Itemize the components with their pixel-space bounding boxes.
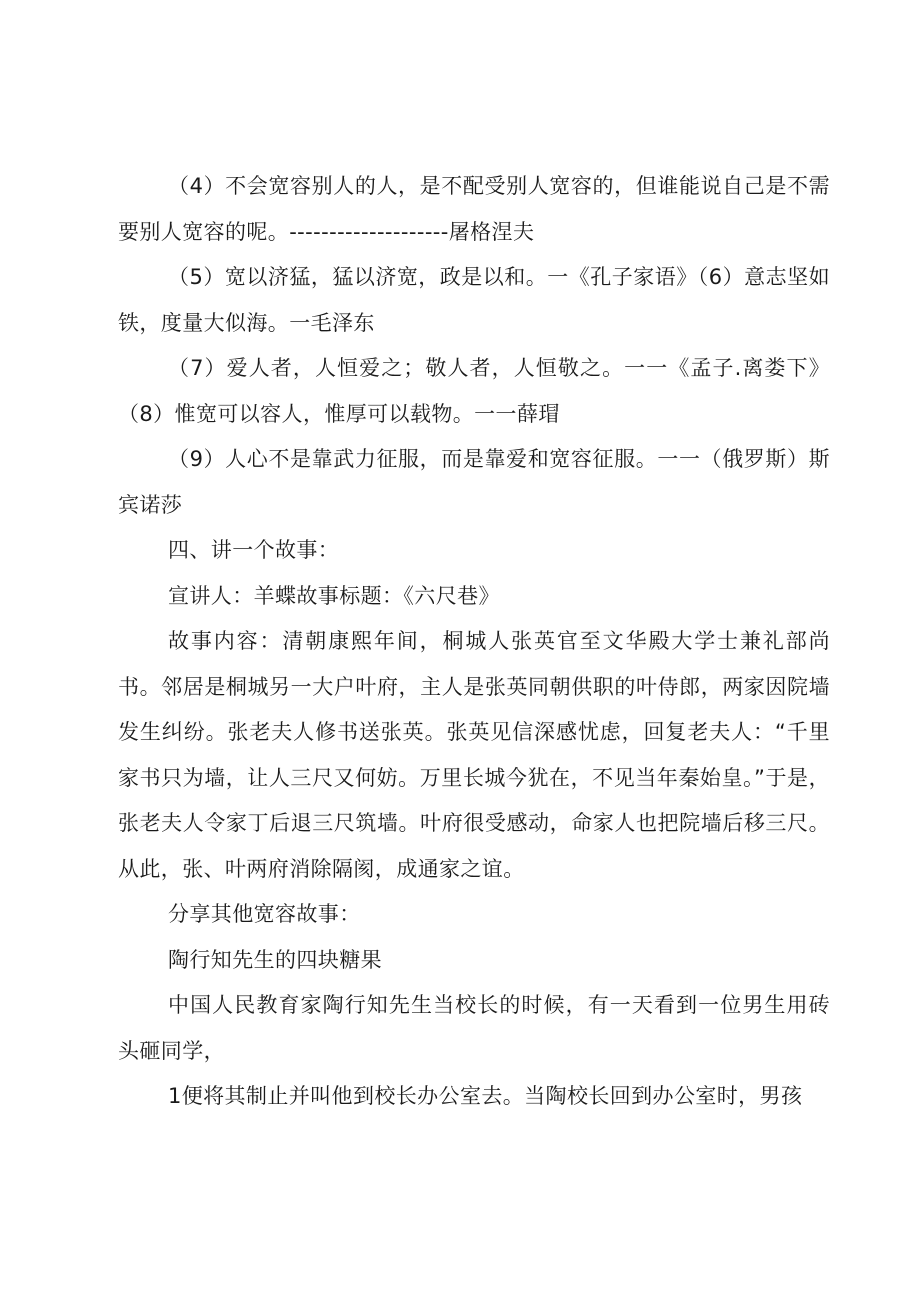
story-title: 陶行知先生的四块糖果 [168, 947, 382, 972]
speaker-line: 宣讲人：羊蝶故事标题：《六尺巷》 [168, 583, 500, 608]
share-heading: 分享其他宽容故事： [168, 902, 361, 926]
quote-7-8-paragraph: （7）爱人者，人恒爱之；敬人者，人恒敬之。一一《孟子.离娄下》（8）惟宽可以容人，惟厚可以载物。一一薛瑁 [118, 356, 830, 426]
section-heading: 四、讲一个故事： [168, 538, 340, 562]
story-tao-paragraph-1: 中国人民教育家陶行知先生当校长的时候，有一天看到一位男生用砖头砸同学， [118, 993, 830, 1063]
quote-5-6-paragraph: （5）宽以济猛，猛以济宽，政是以和。一《孔子家语》（6）意志坚如铁，度量大似海。一毛泽东 [118, 265, 830, 335]
quote-4-paragraph: （4）不会宽容别人的人，是不配受别人宽容的，但谁能说自己是不需要别人宽容的呢。--------------------屠格涅夫 [118, 174, 830, 244]
story-content-paragraph: 故事内容：清朝康熙年间，桐城人张英官至文华殿大学士兼礼部尚书。邻居是桐城另一大户叶府，主人是张英同朝供职的叶侍郎，两家因院墙发生纠纷。张老夫人修书送张英。张英见信深感忧虑，回复老夫人：“千里家书只为墙，让人三尺又何妨。万里长城今犹在，不见当年秦始皇。”于是，张老夫人令家丁后退三尺筑墙。叶府很受感动，命家人也把院墙后移三尺。从此，张、叶两府消除隔阂，成通家之谊。 [118, 629, 830, 881]
quote-9-paragraph: （9）人心不是靠武力征服，而是靠爱和宽容征服。一一（俄罗斯）斯宾诺莎 [118, 447, 830, 517]
document-body [118, 164, 830, 1120]
story-tao-paragraph-2: 1便将其制止并叫他到校长办公室去。当陶校长回到办公室时，男孩 [168, 1084, 803, 1108]
